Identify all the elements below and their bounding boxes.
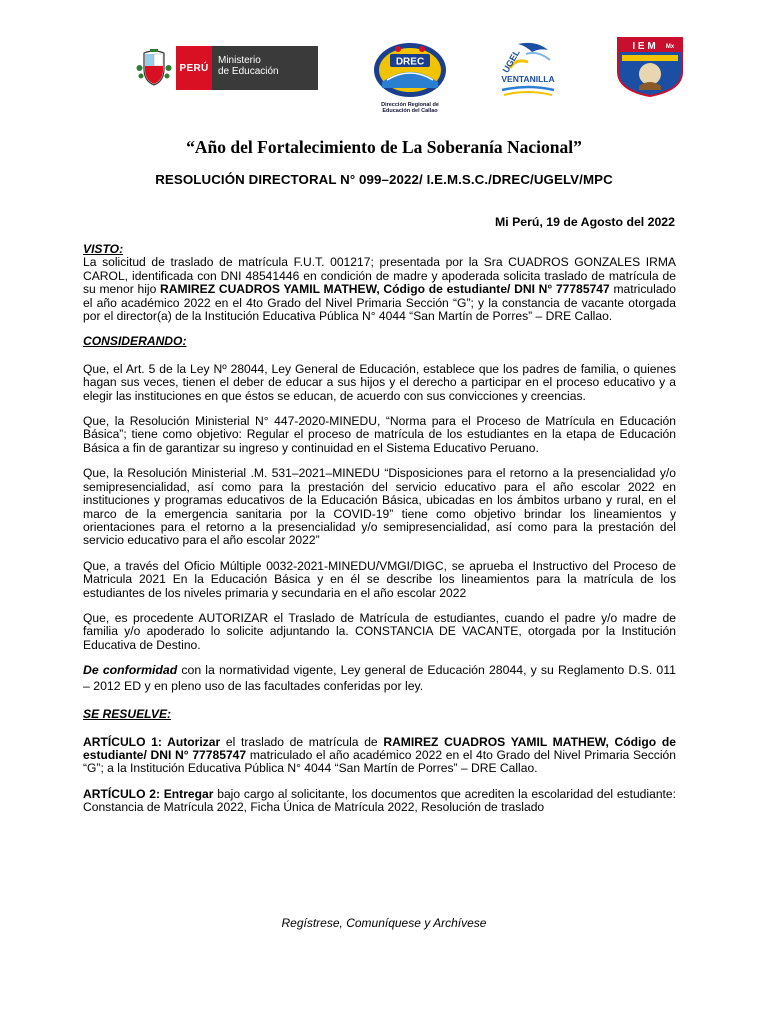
closing-formula: Regístrese, Comuníquese y Archívese <box>281 916 487 930</box>
resolution-number: RESOLUCIÓN DIRECTORAL N° 099–2022/ I.E.M.S.C./DREC/UGELV/MPC <box>155 172 613 187</box>
articulo-1-text-1: el traslado de matrícula de <box>220 734 384 749</box>
articulo-1-label: ARTÍCULO 1: Autorizar <box>83 734 221 749</box>
ministerio-line2: de Educación <box>218 66 279 77</box>
iem-suffix: Mx <box>665 44 675 50</box>
articulo-2 <box>83 788 676 815</box>
visto-text-2: matriculado el año académico 2022 en el 4to Grado del Nivel Primaria Sección “G”; y la constancia de vacante otorgada por el director(a) de la Institución Educativa Pública N° 4044 “San Martín de Porres” – DRE Callao. <box>83 282 676 324</box>
articulo-1 <box>83 736 676 776</box>
student-identity: RAMIREZ CUADROS YAMIL MATHEW, Código de estudiante/ DNI N° 77785747 <box>160 282 610 297</box>
drec-caption-line2: Educación del Callao <box>382 108 438 114</box>
ugel-badge: UGEL <box>500 47 522 75</box>
articulo-1-student: RAMIREZ CUADROS YAMIL MATHEW, Código de estudiante/ DNI N° 77785747 <box>83 734 676 762</box>
visto-paragraph <box>83 256 676 323</box>
considerando-paragraph-5: Que, es procedente AUTORIZAR el Traslado de Matrícula de estudiantes, cuando el padre y/o madre de familia y/o apoderado lo solicite adjuntando la. CONSTANCIA DE VACANTE, otorgada por la Institución Educativa de Destino. <box>83 610 676 652</box>
ministerio-label <box>212 46 318 90</box>
resuelve-heading: SE RESUELVE: <box>83 707 172 722</box>
ugel-name: VENTANILLA <box>501 74 555 84</box>
considerando-paragraph-1: Que, el Art. 5 de la Ley Nº 28044, Ley General de Educación, establece que los padres de familia, o quienes hagan sus veces, tienen el deber de educar a sus hijos y el derecho a participar en el proceso educativo y a elegir las instituciones en que éstos se educan, de acuerdo con sus convicciones y creencias. <box>83 361 676 403</box>
place-date: Mi Perú, 19 de Agosto del 2022 <box>495 215 675 229</box>
conformidad-text: con la normatividad vigente, Ley general de Educación 28044, y su Reglamento D.S. 011 – 2012 ED y en pleno uso de las facultades conferidas por ley. <box>83 663 676 694</box>
considerando-paragraph-3: Que, la Resolución Ministerial .M. 531–2021–MINEDU “Disposiciones para el retorno a la presencialidad y/o semipresencialidad, así como para la prestación del servicio educativo para el año escolar 2022 en instituciones y programas educativos de la Educación Básica, ubicadas en los ámbitos urbano y rural, en el marco de la emergencia sanitaria por la COVID-19” tiene como objetivo brindar los lineamientos y orientaciones para el retorno a la presencialidad y/o semipresencialidad, así como para la prestación del servicio educativo para el año escolar 2022” <box>83 466 676 548</box>
articulo-2-text: bajo cargo al solicitante, los documentos que acrediten la escolaridad del estudiante: Constancia de Matrícula 2022, Ficha Única de Matrícula 2022, Resolución de traslado <box>83 786 676 815</box>
drec-caption-line1: Dirección Regional de <box>381 102 439 108</box>
visto-text-1: La solicitud de traslado de matrícula F.U.T. 001217; presentada por la Sra CUADROS GONZALES IRMA CAROL, identificada con DNI 48541446 en condición de madre y apoderada solicita traslado de matrícula de su menor hijo <box>83 255 676 297</box>
ugel-logo <box>496 38 560 100</box>
drec-caption <box>360 102 460 114</box>
considerando-paragraph-2: Que, la Resolución Ministerial N° 447-2020-MINEDU, “Norma para el Proceso de Matrícula en Educación Básica”; tiene como objetivo: Regular el proceso de matrícula de los estudiantes en la etapa de Educación Básica a fin de garantizar su ingreso y continuidad en el Sistema Educativo Peruano. <box>83 414 676 455</box>
peru-coat-of-arms-icon <box>132 46 176 90</box>
iem-logo <box>614 36 686 98</box>
minedu-logo <box>132 46 318 90</box>
drec-emblem-icon <box>360 38 460 100</box>
document-motto: “Año del Fortalecimiento de La Soberanía Nacional” <box>186 137 582 157</box>
visto-heading: VISTO: <box>83 242 124 256</box>
iem-badge: I E M <box>632 41 656 52</box>
peru-label: PERÚ <box>176 46 212 90</box>
ministerio-line1: Ministerio <box>218 55 261 66</box>
articulo-1-text-2: matriculado el año académico 2022 en el 4to Grado del Nivel Primaria Sección “G”; a la Institución Educativa Pública N° 4044 “San Martín de Porres” – DRE Callao. <box>83 747 676 776</box>
document-body <box>83 243 676 815</box>
ugel-emblem-icon <box>496 38 560 100</box>
considerando-heading: CONSIDERANDO: <box>83 334 187 349</box>
considerando-paragraph-4: Que, a través del Oficio Múltiple 0032-2021-MINEDU/VMGI/DIGC, se aprueba el Instructivo del Proceso de Matricula 2021 En la Educación Básica y en él se describe los lineamientos para la matrícula de los estudiantes de los niveles primaria y secundaria en el año escolar 2022 <box>83 558 676 600</box>
drec-logo <box>360 38 460 114</box>
drec-badge: DREC <box>395 56 425 68</box>
articulo-2-label: ARTÍCULO 2: Entregar <box>83 786 214 801</box>
conformidad-label: De conformidad <box>83 663 178 678</box>
considerando-paragraph-6 <box>83 662 676 694</box>
iem-shield-icon <box>614 36 686 98</box>
